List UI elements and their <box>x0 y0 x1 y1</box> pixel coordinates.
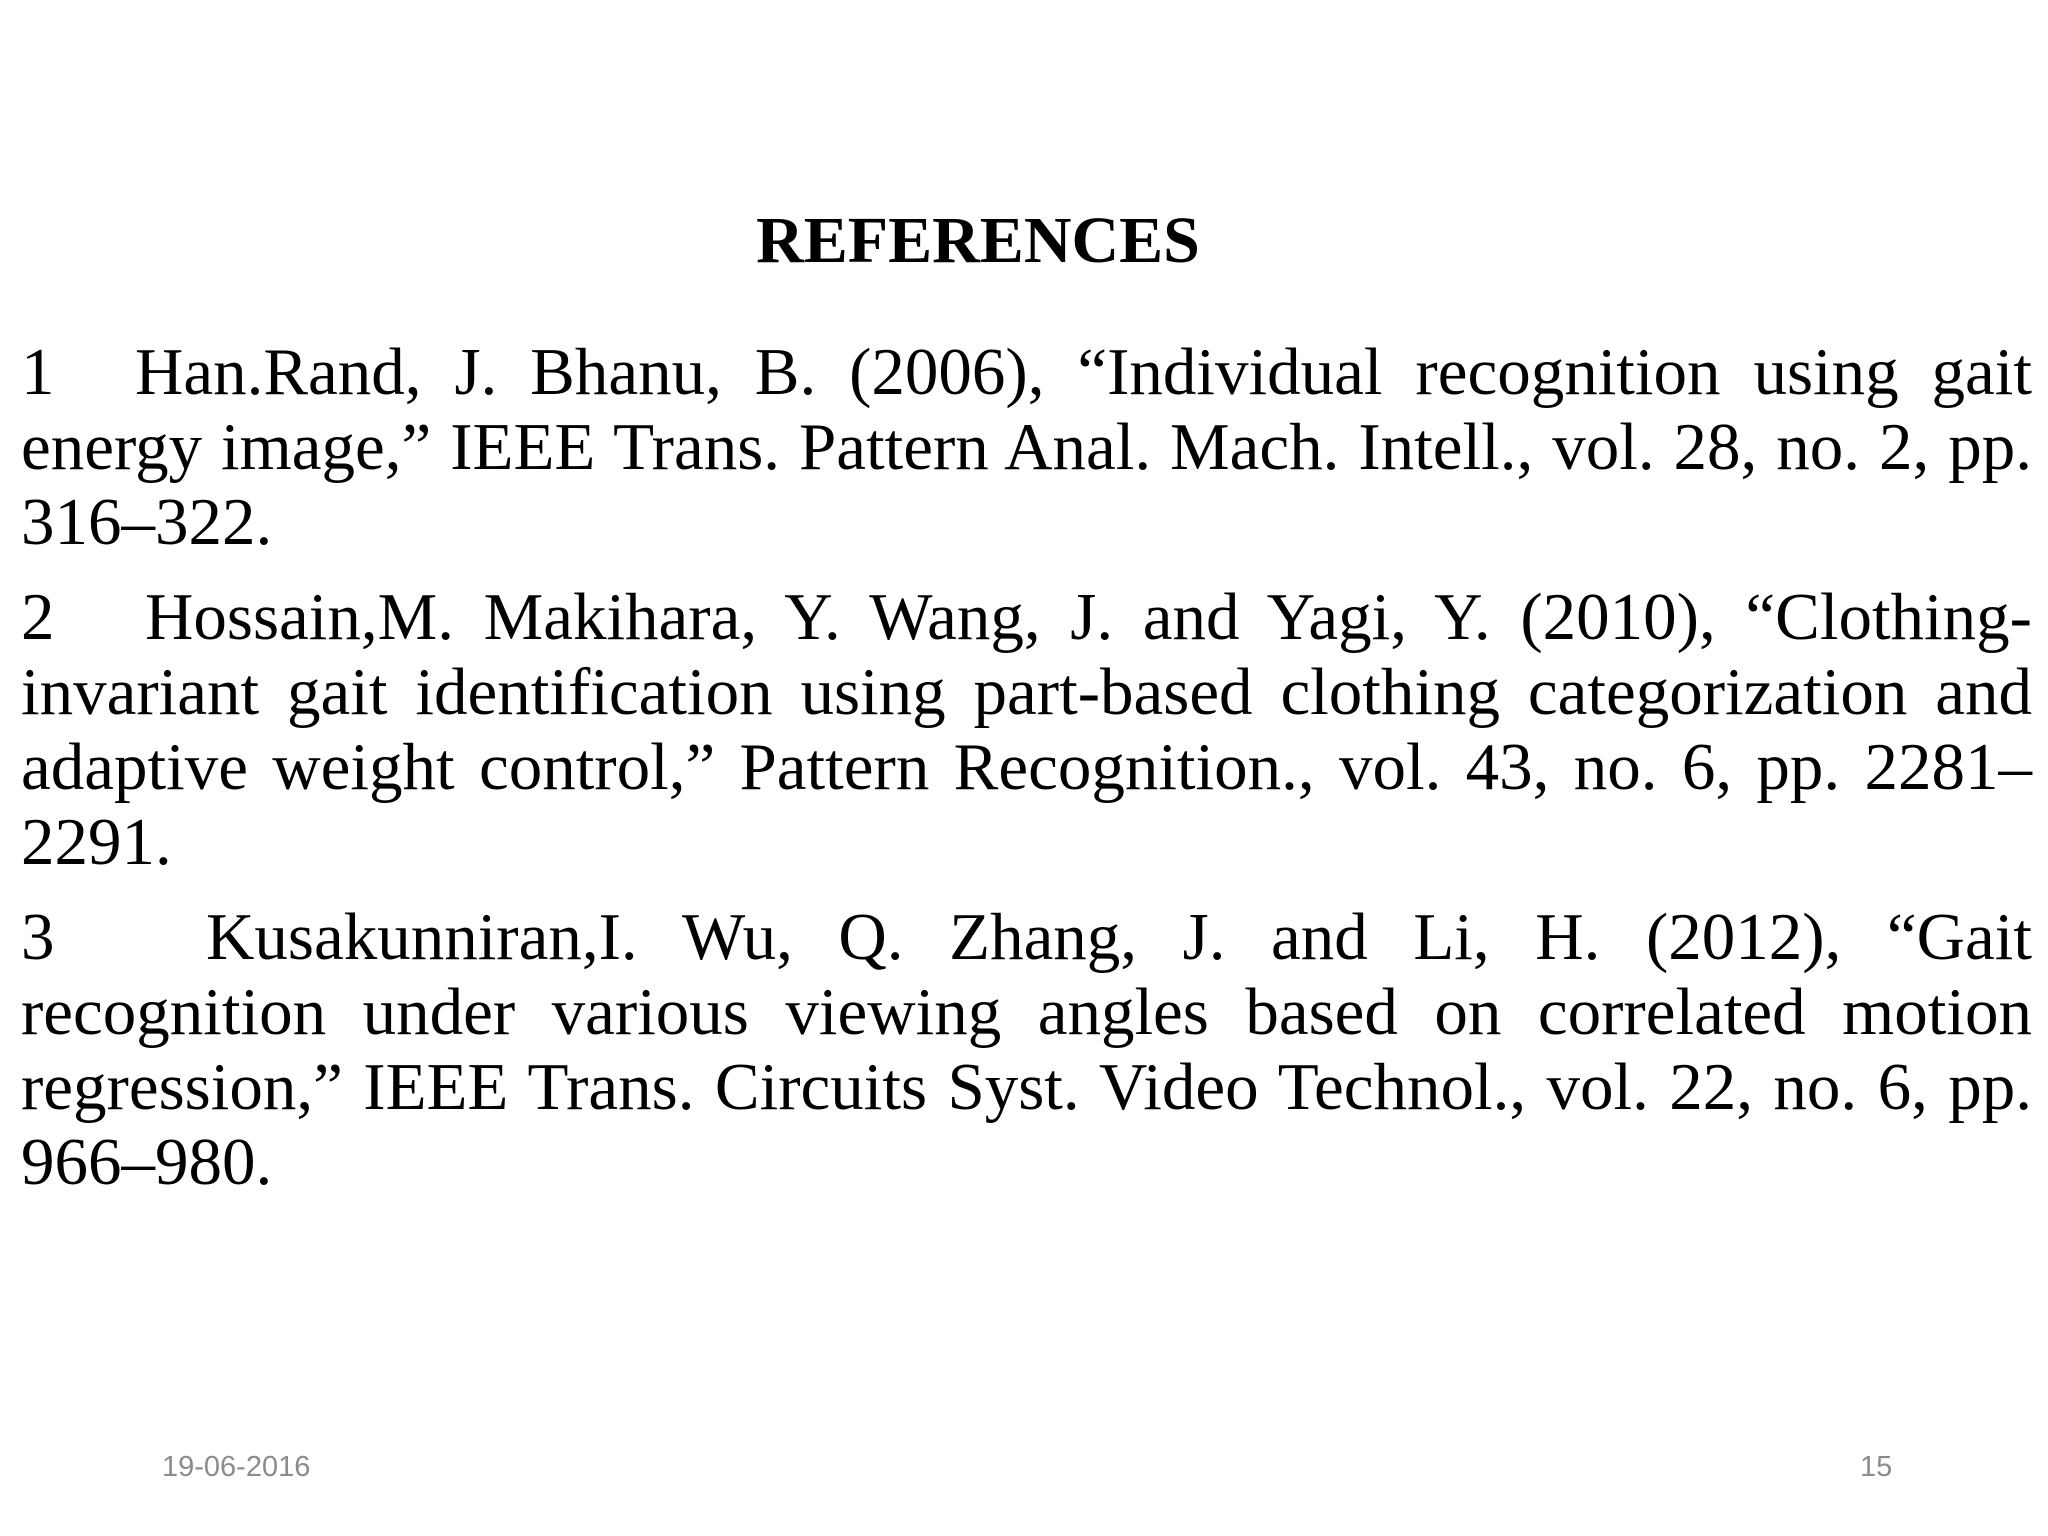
reference-item <box>21 900 2032 1200</box>
slide-title: REFERENCES <box>756 204 1200 277</box>
references-list <box>21 335 2032 1220</box>
reference-number: 2 <box>21 580 55 654</box>
footer-page-number: 15 <box>1860 1451 1893 1483</box>
reference-number: 3 <box>21 900 55 974</box>
reference-text: Hossain,M. Makihara, Y. Wang, J. and Yagi, Y. (2010), “Clothing-invariant gait identification using part-based clothing categorization and adaptive weight control,” Pattern Recognition., vol. 43, no. 6, pp. 2281–2291. <box>21 580 2032 879</box>
footer-date: 19-06-2016 <box>162 1451 311 1483</box>
reference-item <box>21 335 2032 560</box>
reference-text: Kusakunniran,I. Wu, Q. Zhang, J. and Li, H. (2012), “Gait recognition under various viewing angles based on correlated motion regression,” IEEE Trans. Circuits Syst. Video Technol., vol. 22, no. 6, pp. 966–980. <box>21 900 2032 1199</box>
reference-item <box>21 580 2032 880</box>
reference-text: Han.Rand, J. Bhanu, B. (2006), “Individual recognition using gait energy image,” IEEE Trans. Pattern Anal. Mach. Intell., vol. 28, no. 2, pp. 316–322. <box>21 335 2032 559</box>
reference-number: 1 <box>21 335 55 409</box>
